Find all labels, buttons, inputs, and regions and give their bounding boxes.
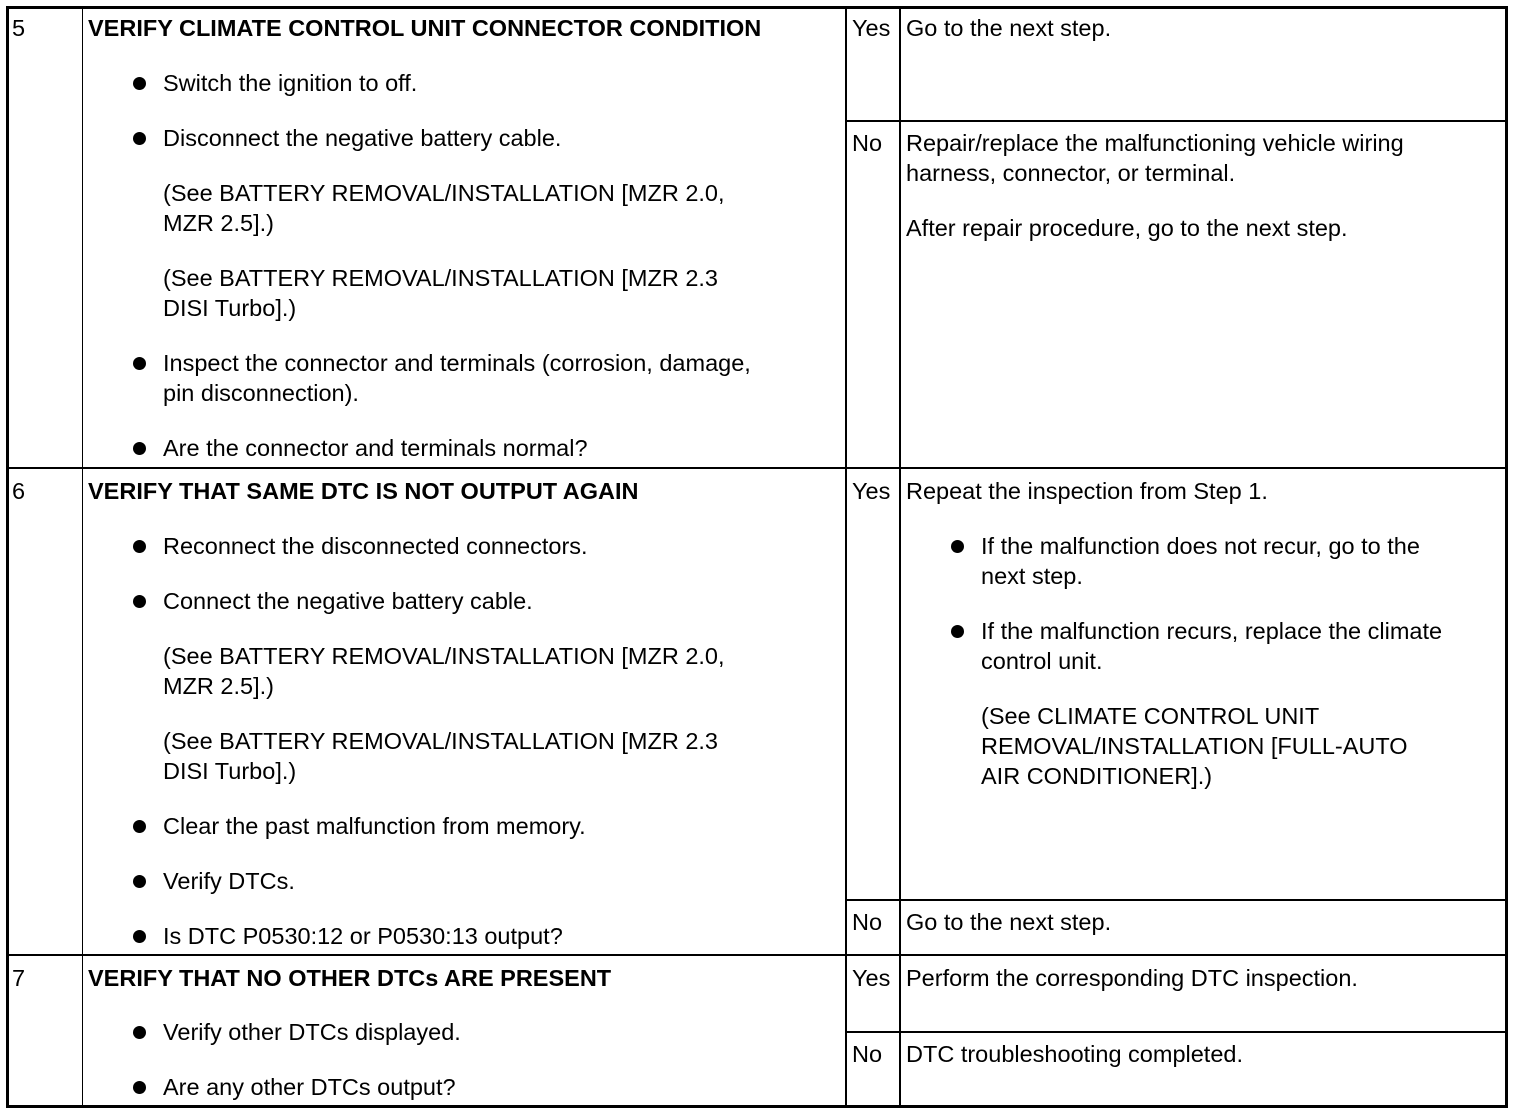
step-number: 5 (12, 15, 26, 41)
yes-result-note: AIR CONDITIONER].) (981, 763, 1213, 789)
yes-label: Yes (852, 478, 891, 504)
yes-label: Yes (852, 965, 891, 991)
no-label: No (852, 1041, 883, 1067)
action-note: (See BATTERY REMOVAL/INSTALLATION [MZR 2.0, (163, 643, 725, 669)
action-item: Disconnect the negative battery cable. (163, 125, 562, 151)
action-note: (See BATTERY REMOVAL/INSTALLATION [MZR 2.3 (163, 265, 719, 291)
action-question: Is DTC P0530:12 or P0530:13 output? (163, 923, 563, 949)
action-item: pin disconnection). (163, 380, 359, 406)
yes-result: control unit. (981, 648, 1103, 674)
bullet-icon (133, 820, 146, 833)
yes-no-divider (845, 1031, 1508, 1033)
no-result: After repair procedure, go to the next step. (906, 215, 1348, 241)
yes-result: Repeat the inspection from Step 1. (906, 478, 1268, 504)
action-note: (See BATTERY REMOVAL/INSTALLATION [MZR 2.3 (163, 728, 719, 754)
table-border-left (6, 6, 9, 1108)
yes-result: next step. (981, 563, 1083, 589)
action-note: DISI Turbo].) (163, 758, 297, 784)
no-result: DTC troubleshooting completed. (906, 1041, 1244, 1067)
action-item: Verify other DTCs displayed. (163, 1019, 461, 1045)
action-item: Connect the negative battery cable. (163, 588, 533, 614)
action-note: (See BATTERY REMOVAL/INSTALLATION [MZR 2.0, (163, 180, 725, 206)
bullet-icon (133, 540, 146, 553)
yes-result: Go to the next step. (906, 15, 1112, 41)
step-number: 7 (12, 965, 26, 991)
action-question: Are any other DTCs output? (163, 1074, 456, 1100)
table-border-bottom (6, 1105, 1508, 1108)
yes-result-note: REMOVAL/INSTALLATION [FULL-AUTO (981, 733, 1408, 759)
bullet-icon (133, 357, 146, 370)
column-divider (845, 6, 847, 1108)
action-item: Clear the past malfunction from memory. (163, 813, 586, 839)
bullet-icon (133, 1026, 146, 1039)
step-title: VERIFY CLIMATE CONTROL UNIT CONNECTOR CONDITION (88, 15, 762, 41)
no-result: Go to the next step. (906, 909, 1112, 935)
yes-result: If the malfunction does not recur, go to the (981, 533, 1420, 559)
bullet-icon (133, 132, 146, 145)
yes-no-divider (845, 899, 1508, 901)
row-divider (6, 467, 1508, 469)
yes-result-note: (See CLIMATE CONTROL UNIT (981, 703, 1320, 729)
action-item: Verify DTCs. (163, 868, 295, 894)
no-label: No (852, 909, 883, 935)
bullet-icon (133, 1081, 146, 1094)
yes-no-divider (845, 120, 1508, 122)
step-title: VERIFY THAT SAME DTC IS NOT OUTPUT AGAIN (88, 478, 639, 504)
action-note: MZR 2.5].) (163, 673, 274, 699)
no-label: No (852, 130, 883, 156)
column-divider (899, 6, 901, 1108)
yes-result: Perform the corresponding DTC inspection. (906, 965, 1358, 991)
bullet-icon (133, 442, 146, 455)
action-note: MZR 2.5].) (163, 210, 274, 236)
action-item: Reconnect the disconnected connectors. (163, 533, 588, 559)
row-divider (6, 954, 1508, 956)
action-note: DISI Turbo].) (163, 295, 297, 321)
bullet-icon (951, 625, 964, 638)
bullet-icon (133, 875, 146, 888)
action-item: Switch the ignition to off. (163, 70, 418, 96)
action-item: Inspect the connector and terminals (corrosion, damage, (163, 350, 751, 376)
step-title: VERIFY THAT NO OTHER DTCs ARE PRESENT (88, 965, 612, 991)
column-divider (82, 6, 83, 1108)
bullet-icon (133, 930, 146, 943)
yes-label: Yes (852, 15, 891, 41)
no-result: harness, connector, or terminal. (906, 160, 1236, 186)
yes-result: If the malfunction recurs, replace the climate (981, 618, 1443, 644)
table-border-right (1505, 6, 1508, 1108)
table-border-top (6, 6, 1508, 9)
bullet-icon (133, 595, 146, 608)
no-result: Repair/replace the malfunctioning vehicle wiring (906, 130, 1404, 156)
step-number: 6 (12, 478, 26, 504)
bullet-icon (133, 77, 146, 90)
bullet-icon (951, 540, 964, 553)
action-question: Are the connector and terminals normal? (163, 435, 588, 461)
